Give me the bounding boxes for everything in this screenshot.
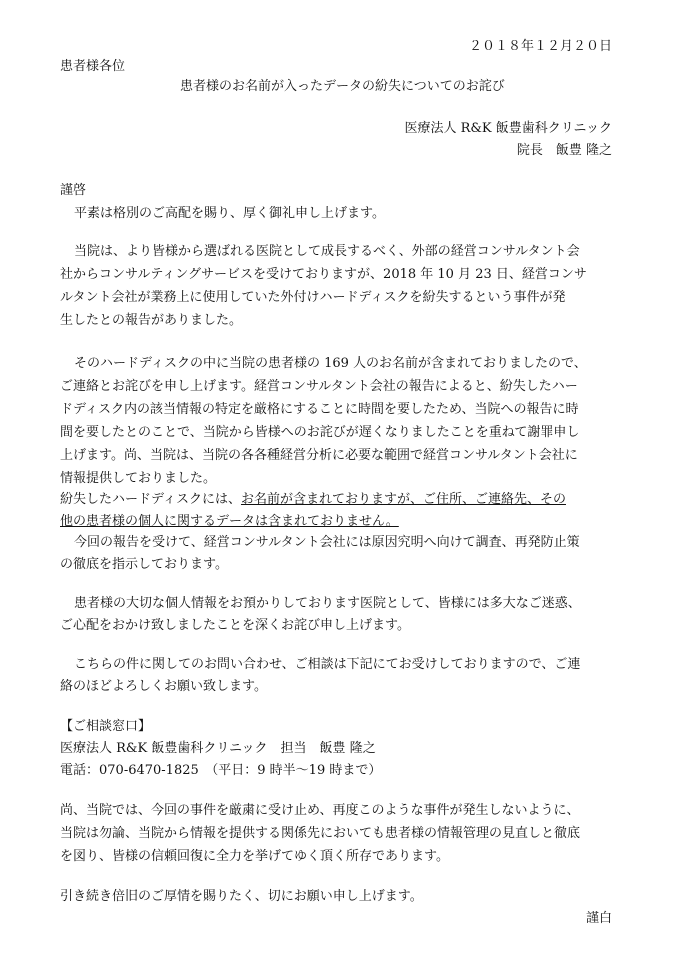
addressee: 患者様各位 [60, 59, 126, 74]
sender-org: 医療法人 R&K 飯豊歯科クリニック [404, 121, 612, 136]
para2-line: ドディスク内の該当情報の特定を厳格にすることに時間を要したため、当院への報告に時 [60, 402, 579, 417]
para1-line: 当院は、より皆様から選ばれる医院として成長するべく、外部の経営コンサルタント会 [74, 244, 580, 259]
para1-line: 生したとの報告がありました。 [60, 313, 243, 328]
para3-underlined-text: お名前が含まれておりますが、ご住所、ご連絡先、その [240, 492, 566, 507]
para5-line: ご心配をおかけ致しましたことを深くお詫び申し上げます。 [60, 618, 410, 633]
para2-line: そのハードディスクの中に当院の患者様の 169 人のお名前が含まれておりましたので、 [74, 356, 587, 371]
para7-line: を図り、皆様の信頼回復に全力を挙げてゆく頂く所存であります。 [60, 849, 449, 864]
para4-line: 今回の報告を受けて、経営コンサルタント会社には原因究明へ向けて調査、再発防止策 [74, 535, 580, 550]
para2-line: ご連絡とお詫びを申し上げます。経営コンサルタント会社の報告によると、紛失したハー [60, 379, 578, 394]
letter-title: 患者様のお名前が入ったデータの紛失についてのお詫び [180, 79, 505, 94]
para1-line: 社からコンサルティングサービスを受けておりますが、2018 年 10 月 23 日、経営コンサ [60, 267, 587, 282]
para3-line [60, 513, 399, 531]
sender-person: 院長 飯豊 隆之 [516, 143, 612, 158]
closing-request: 引き続き倍旧のご厚情を賜りたく、切にお願い申し上げます。 [60, 889, 423, 904]
para2-line: 上げます。尚、当院は、当院の各各種経営分析に必要な範囲で経営コンサルタント会社に [60, 448, 578, 463]
para6-line: 絡のほどよろしくお願い致します。 [60, 679, 267, 694]
para2-line: 間を要したとのことで、当院から皆様へのお詫びが遅くなりましたことを重ねて謝罪申し [60, 425, 580, 440]
para2-line: 情報提供しておりました。 [60, 471, 217, 486]
para6-line: こちらの件に関してのお問い合わせ、ご相談は下記にてお受けしておりますので、ご連 [74, 657, 581, 672]
para4-line: の徹底を指示しております。 [60, 557, 228, 572]
contact-phone: 電話：070-6470-1825 （平日：9 時半〜19 時まで） [60, 763, 382, 778]
para1-line: ルタント会社が業務上に使用していた外付けハードディスクを紛失するという事件が発 [60, 290, 566, 305]
para3-underlined-text: 他の患者様の個人に関するデータは含まれておりません。 [60, 514, 399, 529]
para7-line: 尚、当院では、今回の事件を厳粛に受け止め、再度このような事件が発生しないように、 [60, 803, 580, 818]
greeting: 平素は格別のご高配を賜り、厚く御礼申し上げます。 [74, 206, 385, 221]
para7-line: 当院は勿論、当院から情報を提供する関係先においても患者様の情報管理の見直しと徹底 [60, 826, 581, 841]
contact-heading: 【ご相談窓口】 [60, 719, 152, 734]
opening-word: 謹啓 [60, 183, 87, 198]
contact-org: 医療法人 R&K 飯豊歯科クリニック 担当 飯豊 隆之 [60, 741, 376, 756]
para3-plain-text: 紛失したハードディスクには、 [60, 492, 241, 507]
para5-line: 患者様の大切な個人情報をお預かりしております医院として、皆様には多大なご迷惑、 [74, 596, 581, 611]
closing-word: 謹白 [585, 911, 612, 926]
para3-line [60, 491, 566, 509]
letter-date: ２０１８年１２月２０日 [468, 39, 612, 54]
